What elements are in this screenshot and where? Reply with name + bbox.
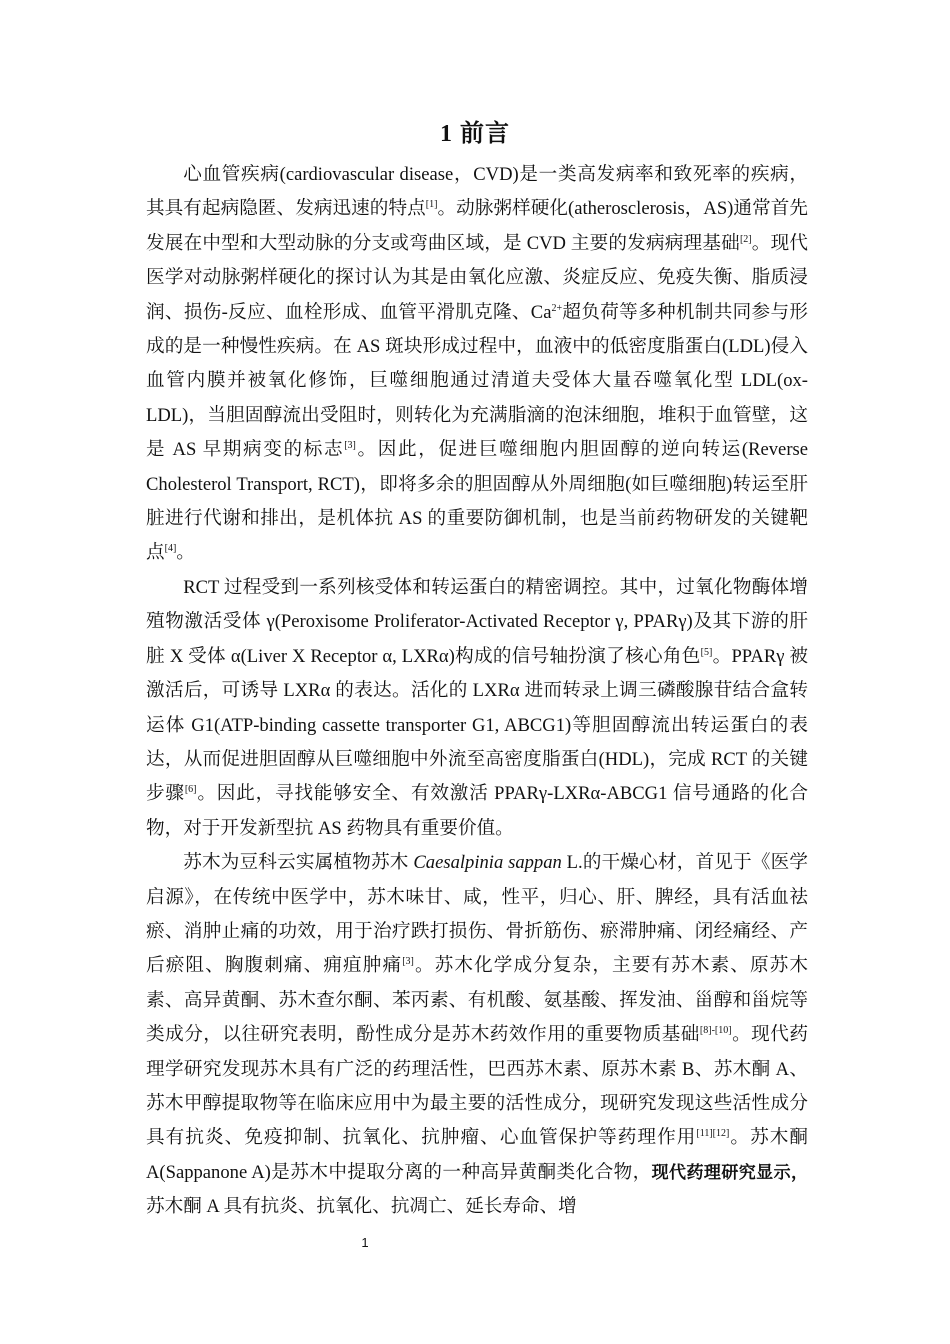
citation: [4] bbox=[164, 543, 177, 555]
text-run: 。因此，寻找能够安全、有效激活 PPARγ-LXRα-ABCG1 信号通路的化合物，对于开发新型抗 AS 药物具有重要价值。 bbox=[146, 783, 808, 839]
citation: [3] bbox=[402, 956, 414, 968]
citation: [6] bbox=[184, 784, 197, 796]
italic-text: Caesalpinia sappan bbox=[413, 852, 562, 874]
text-run: 。苏木酮 A(Sappanone A)是苏木中提取分离的一种高异黄酮类化合物， bbox=[146, 1127, 808, 1183]
text-run: 。因此，促进巨噬细胞内胆固醇的逆向转运(Reverse Cholesterol Transport, RCT)，即将多余的胆固醇从外周细胞(如巨噬细胞)转运至肝脏进行代谢和排出，是机体抗 AS 的重要防御机制，也是当前药物研发的关键靶点 bbox=[146, 439, 808, 564]
citation: 2+ bbox=[551, 302, 563, 314]
text-run: 超负荷等多种机制共同参与形成的是一种慢性疾病。在 AS 斑块形成过程中，血液中的低密度脂蛋白(LDL)侵入血管内膜并被氧化修饰，巨噬细胞通过清道夫受体大量吞噬氧化型 LDL(ox-LDL)，当胆固醇流出受阻时，则转化为充满脂滴的泡沫细胞，堆积于血管壁，这是 AS 早期病变的标志 bbox=[146, 301, 808, 461]
citation: [11][12] bbox=[696, 1128, 730, 1140]
citation: [2] bbox=[739, 233, 752, 245]
paragraph bbox=[146, 846, 808, 1224]
text-run: 。苏木化学成分复杂，主要有苏木素、原苏木素、高异黄酮、苏木查尔酮、苯丙素、有机酸、氨基酸、挥发油、甾醇和甾烷等类成分，以往研究表明，酚性成分是苏木药效作用的重要物质基础 bbox=[146, 955, 808, 1046]
page-number: 1 bbox=[361, 1235, 369, 1250]
citation: [1] bbox=[425, 199, 438, 211]
citation: [3] bbox=[344, 440, 356, 452]
text-run: 苏木为豆科云实属植物苏木 bbox=[183, 852, 414, 874]
text-run: RCT 过程受到一系列核受体和转运蛋白的精密调控。其中，过氧化物酶体增殖物激活受体 γ(Peroxisome Proliferator-Activated Receptor γ, PPARγ)及其下游的肝脏 X 受体 α(Liver X Receptor α, LXRα)构成的信号轴扮演了核心角色 bbox=[146, 576, 808, 667]
citation: [5] bbox=[700, 646, 713, 658]
text-run: 。动脉粥样硬化(atherosclerosis，AS)通常首先发展在中型和大型动脉的分支或弯曲区域，是 CVD 主要的发病病理基础 bbox=[146, 198, 808, 254]
text-run: L.的干燥心材，首见于《医学启源》，在传统中医学中，苏木味甘、咸，性平，归心、肝、脾经，具有活血祛瘀、消肿止痛的功效，用于治疗跌打损伤、骨折筋伤、瘀滞肿痛、闭经痛经、产后瘀阻、胸腹刺痛、痈疽肿痛 bbox=[146, 852, 809, 977]
text-run: 。 bbox=[176, 542, 195, 564]
text-run: 。现代医学对动脉粥样硬化的探讨认为其是由氧化应激、炎症反应、免疫失衡、脂质浸润、损伤-反应、血栓形成、血管平滑肌克隆、Ca bbox=[146, 232, 808, 323]
text-run: 。现代药理学研究发现苏木具有广泛的药理活性，巴西苏木素、原苏木素 B、苏木酮 A、苏木甲醇提取物等在临床应用中为最主要的活性成分，现研究发现这些活性成分具有抗炎、免疫抑制、抗氧化、抗肿瘤、心血管保护等药理作用 bbox=[146, 1024, 808, 1149]
citation: [8]-[10] bbox=[699, 1024, 732, 1036]
bold-text: 现代药理研究显示， bbox=[651, 1162, 809, 1183]
body-text bbox=[146, 158, 808, 1225]
text-run: 。PPARγ 被激活后，可诱导 LXRα 的表达。活化的 LXRα 进而转录上调三磷酸腺苷结合盒转运体 G1(ATP-binding cassette transporter G1, ABCG1)等胆固醇流出转运蛋白的表达，从而促进胆固醇从巨噬细胞中外流至高密度脂蛋白(HDL)，完成 RCT 的关键步骤 bbox=[146, 645, 808, 805]
paragraph bbox=[146, 158, 808, 571]
text-run: 心血管疾病(cardiovascular disease，CVD)是一类高发病率和致死率的疾病，其具有起病隐匿、发病迅速的特点 bbox=[146, 164, 808, 220]
section-heading: 1 前言 bbox=[440, 121, 510, 147]
text-run: 苏木酮 A 具有抗炎、抗氧化、抗凋亡、延长寿命、增 bbox=[146, 1196, 577, 1218]
paragraph bbox=[146, 571, 808, 846]
